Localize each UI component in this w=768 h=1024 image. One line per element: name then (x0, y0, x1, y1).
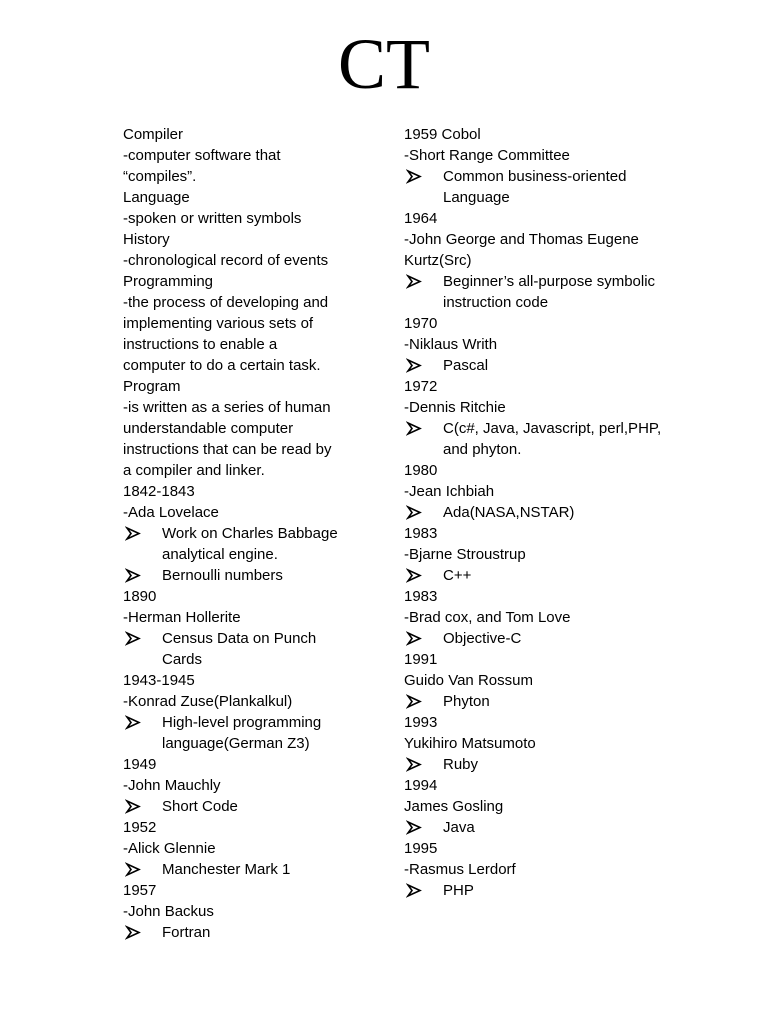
bullet-text: analytical engine. (162, 546, 278, 563)
text-line: Language (123, 189, 190, 206)
text-line: understandable computer (123, 420, 294, 437)
text-line: -Bjarne Stroustrup (404, 546, 526, 563)
text-line: -the process of developing and (123, 294, 329, 311)
text-line: -Konrad Zuse(Plankalkul) (123, 693, 293, 710)
bullet-item (123, 859, 368, 880)
arrow-bullet-icon (125, 859, 141, 880)
text-line: 1890 (123, 588, 157, 605)
arrow-bullet-icon (406, 166, 422, 187)
text-line: Compiler (123, 126, 184, 143)
bullet-item (404, 880, 714, 901)
bullet-item (123, 712, 368, 754)
bullet-item (404, 355, 714, 376)
text-line: -Ada Lovelace (123, 504, 219, 521)
text-line: -is written as a series of human (123, 399, 331, 416)
text-line: implementing various sets of (123, 315, 314, 332)
bullet-text: Work on Charles Babbage (162, 525, 338, 542)
bullet-text: PHP (443, 882, 474, 899)
bullet-item (404, 166, 714, 208)
arrow-bullet-icon (406, 271, 422, 292)
bullet-item (404, 691, 714, 712)
arrow-bullet-icon (406, 565, 422, 586)
bullet-text: Census Data on Punch (162, 630, 317, 647)
bullet-text: Ada(NASA,NSTAR) (443, 504, 575, 521)
bullet-text: Phyton (443, 693, 490, 710)
arrow-bullet-icon (406, 355, 422, 376)
text-line: Programming (123, 273, 214, 290)
arrow-bullet-icon (406, 502, 422, 523)
text-line: History (123, 231, 170, 248)
bullet-item (404, 502, 714, 523)
bullet-text: High-level programming (162, 714, 322, 731)
text-line: Kurtz(Src) (404, 252, 472, 269)
text-line: 1959 Cobol (404, 126, 481, 143)
text-line: a compiler and linker. (123, 462, 265, 479)
bullet-item (123, 565, 368, 586)
bullet-text: Objective-C (443, 630, 522, 647)
text-line: -John Backus (123, 903, 214, 920)
text-line: 1991 (404, 651, 438, 668)
bullet-text: Pascal (443, 357, 489, 374)
text-line: Guido Van Rossum (404, 672, 533, 689)
bullet-item (404, 628, 714, 649)
text-line: instructions that can be read by (123, 441, 332, 458)
text-line: -Brad cox, and Tom Love (404, 609, 571, 626)
text-line: -Niklaus Writh (404, 336, 498, 353)
arrow-bullet-icon (406, 691, 422, 712)
arrow-bullet-icon (125, 565, 141, 586)
bullet-item (404, 817, 714, 838)
arrow-bullet-icon (406, 754, 422, 775)
arrow-bullet-icon (406, 418, 422, 439)
bullet-text: C++ (443, 567, 472, 584)
arrow-bullet-icon (125, 712, 141, 733)
bullet-text: Java (443, 819, 475, 836)
text-line: 1952 (123, 819, 157, 836)
text-line: 1993 (404, 714, 438, 731)
text-line: “compiles”. (123, 168, 197, 185)
bullet-item (123, 922, 368, 943)
text-line: 1972 (404, 378, 438, 395)
bullet-text: instruction code (443, 294, 549, 311)
bullet-text: Short Code (162, 798, 238, 815)
text-line: 1994 (404, 777, 438, 794)
bullet-text: and phyton. (443, 441, 522, 458)
arrow-bullet-icon (125, 523, 141, 544)
bullet-text: Ruby (443, 756, 479, 773)
text-line: 1980 (404, 462, 438, 479)
text-line: -John Mauchly (123, 777, 221, 794)
text-line: -chronological record of events (123, 252, 329, 269)
text-line: 1983 (404, 525, 438, 542)
bullet-text: Bernoulli numbers (162, 567, 283, 584)
bullet-text: language(German Z3) (162, 735, 310, 752)
text-line: -computer software that (123, 147, 281, 164)
arrow-bullet-icon (125, 796, 141, 817)
right-column (404, 124, 714, 901)
text-line: James Gosling (404, 798, 504, 815)
text-line: -Alick Glennie (123, 840, 216, 857)
bullet-text: C(c#, Java, Javascript, perl,PHP, (443, 420, 662, 437)
text-line: 1943-1945 (123, 672, 195, 689)
text-line: Program (123, 378, 181, 395)
bullet-text: Cards (162, 651, 203, 668)
text-line: Yukihiro Matsumoto (404, 735, 536, 752)
bullet-item (123, 523, 368, 565)
text-line: 1995 (404, 840, 438, 857)
text-line: 1842-1843 (123, 483, 195, 500)
text-line: 1970 (404, 315, 438, 332)
text-line: 1983 (404, 588, 438, 605)
bullet-text: Manchester Mark 1 (162, 861, 291, 878)
text-line: computer to do a certain task. (123, 357, 321, 374)
bullet-text: Common business-oriented (443, 168, 627, 185)
text-line: instructions to enable a (123, 336, 278, 353)
arrow-bullet-icon (125, 628, 141, 649)
arrow-bullet-icon (125, 922, 141, 943)
text-line: -Herman Hollerite (123, 609, 241, 626)
page-title: CT (337, 24, 430, 104)
arrow-bullet-icon (406, 628, 422, 649)
text-line: 1949 (123, 756, 157, 773)
arrow-bullet-icon (406, 880, 422, 901)
bullet-item (404, 418, 714, 460)
text-line: -Jean Ichbiah (404, 483, 495, 500)
text-line: -Rasmus Lerdorf (404, 861, 516, 878)
left-column (123, 124, 368, 943)
bullet-text: Beginner’s all-purpose symbolic (443, 273, 656, 290)
bullet-item (404, 565, 714, 586)
bullet-item (404, 754, 714, 775)
text-line: -spoken or written symbols (123, 210, 302, 227)
text-line: 1957 (123, 882, 157, 899)
bullet-item (123, 628, 368, 670)
text-line: -Short Range Committee (404, 147, 570, 164)
text-line: -John George and Thomas Eugene (404, 231, 639, 248)
text-line: 1964 (404, 210, 438, 227)
bullet-item (123, 796, 368, 817)
bullet-text: Language (443, 189, 510, 206)
arrow-bullet-icon (406, 817, 422, 838)
text-line: -Dennis Ritchie (404, 399, 506, 416)
bullet-text: Fortran (162, 924, 211, 941)
bullet-item (404, 271, 714, 313)
